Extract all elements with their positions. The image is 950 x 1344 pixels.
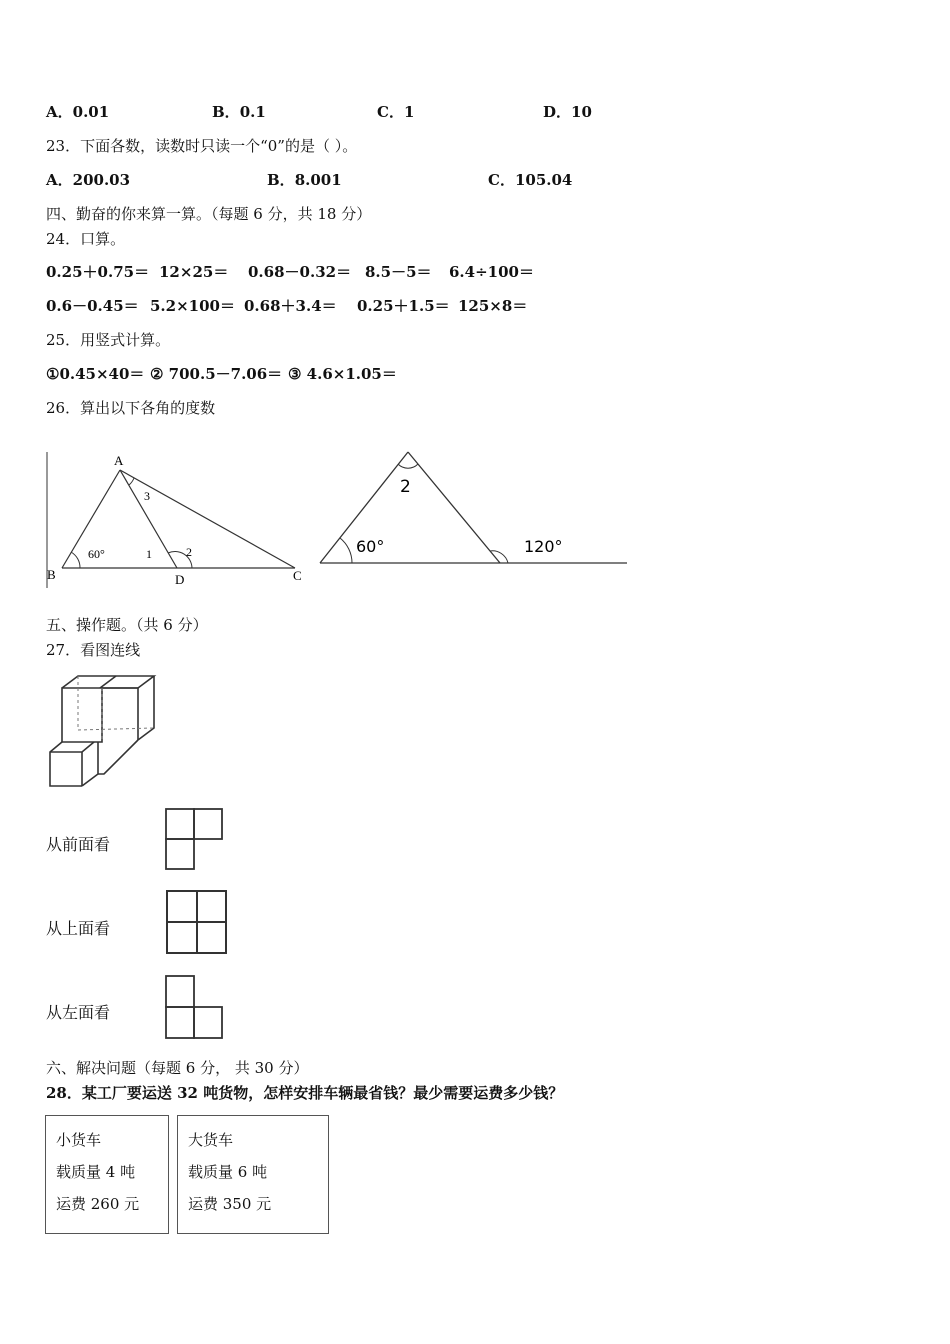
calc-item: 0.68－0.32＝ xyxy=(248,263,352,281)
option-letter: A． xyxy=(46,171,73,189)
view-label-left: 从左面看 xyxy=(46,1003,111,1022)
q26-stem: 26．算出以下各角的度数 xyxy=(46,399,216,417)
label-angle-b-60: 60° xyxy=(88,547,105,561)
q22-option-d xyxy=(543,102,592,122)
q22-option-c xyxy=(377,102,414,122)
q23-stem: 23．下面各数，读数时只读一个“0”的是（ ）。 xyxy=(46,137,358,155)
angle-60-arc xyxy=(340,538,352,563)
label-angle-1: 1 xyxy=(146,547,152,561)
option-letter: D． xyxy=(543,103,572,121)
vertical-calc-item: ③ 4.6×1.05＝ xyxy=(288,365,397,383)
view-label-front: 从前面看 xyxy=(46,835,111,854)
label-c: C xyxy=(293,568,302,583)
view-cell xyxy=(166,1007,194,1038)
small-truck-name: 小货车 xyxy=(56,1131,102,1149)
cube-edge xyxy=(102,688,138,740)
calc-item: 0.6－0.45＝ xyxy=(46,297,139,315)
vertical-calc-item: ①0.45×40＝ xyxy=(46,365,145,383)
view-cell xyxy=(167,922,197,953)
angle-3-arc xyxy=(129,478,134,485)
q22-option-a xyxy=(46,102,109,122)
angle-b-arc xyxy=(71,552,80,568)
view-top-figure xyxy=(162,887,230,957)
cube-face xyxy=(62,688,102,742)
option-value: 1 xyxy=(403,103,415,121)
exterior-angle-figure xyxy=(312,440,632,575)
section-6-title: 六、解决问题（每题 6 分， 共 30 分） xyxy=(46,1059,309,1077)
view-cell xyxy=(166,809,194,839)
cube-edge xyxy=(98,740,138,774)
vertical-calc-item: ② 700.5－7.06＝ xyxy=(150,365,283,383)
option-letter: B． xyxy=(212,103,240,121)
view-cell xyxy=(166,839,194,869)
calc-item: 6.4÷100＝ xyxy=(449,263,534,281)
calc-item: 12×25＝ xyxy=(159,263,229,281)
q23-option-c xyxy=(488,170,572,190)
label-d: D xyxy=(175,572,185,587)
label-angle-120: 120° xyxy=(524,537,563,556)
q25-stem: 25．用竖式计算。 xyxy=(46,331,171,349)
option-value: 200.03 xyxy=(72,171,131,189)
view-cell xyxy=(194,1007,222,1038)
calc-item: 5.2×100＝ xyxy=(150,297,235,315)
calc-item: 125×8＝ xyxy=(458,297,528,315)
q28-stem: 28．某工厂要运送 32 吨货物，怎样安排车辆最省钱？最少需要运费多少钱？ xyxy=(46,1084,564,1102)
label-angle-3: 3 xyxy=(144,489,150,503)
q23-option-b xyxy=(267,170,342,190)
view-cell xyxy=(197,922,226,953)
cube-edge xyxy=(50,742,82,786)
angle-2-arc xyxy=(398,464,418,468)
calc-item: 0.25＋0.75＝ xyxy=(46,263,150,281)
section-5-title: 五、操作题。（共 6 分） xyxy=(46,616,208,634)
option-value: 10 xyxy=(571,103,592,121)
option-value: 0.1 xyxy=(239,103,266,121)
cube-stack-figure xyxy=(44,672,160,790)
option-letter: C． xyxy=(377,103,404,121)
cube-edge xyxy=(82,742,98,786)
small-truck-card xyxy=(45,1115,169,1234)
big-truck-capacity: 载质量 6 吨 xyxy=(188,1163,268,1181)
right-side xyxy=(408,452,500,563)
option-value: 105.04 xyxy=(514,171,573,189)
calc-item: 8.5－5＝ xyxy=(365,263,432,281)
option-letter: B． xyxy=(267,171,295,189)
q24-stem: 24．口算。 xyxy=(46,230,126,248)
view-front-figure xyxy=(162,805,226,873)
option-letter: C． xyxy=(488,171,515,189)
option-letter: A． xyxy=(46,103,73,121)
label-b: B xyxy=(47,567,56,582)
view-cell xyxy=(166,976,194,1007)
label-angle-2: 2 xyxy=(400,477,411,497)
label-angle-60: 60° xyxy=(356,537,385,556)
label-a: A xyxy=(114,453,124,468)
big-truck-card xyxy=(177,1115,329,1234)
option-value: 8.001 xyxy=(294,171,342,189)
small-truck-fee: 运费 260 元 xyxy=(56,1195,140,1213)
q22-option-b xyxy=(212,102,266,122)
q23-option-a xyxy=(46,170,130,190)
view-cell xyxy=(167,891,197,922)
section-4-title: 四、勤奋的你来算一算。（每题 6 分，共 18 分） xyxy=(46,205,372,223)
big-truck-name: 大货车 xyxy=(188,1131,234,1149)
big-truck-fee: 运费 350 元 xyxy=(188,1195,272,1213)
view-label-top: 从上面看 xyxy=(46,919,111,938)
hidden-edge xyxy=(78,728,154,730)
triangle-abc-figure xyxy=(40,448,310,590)
label-angle-2: 2 xyxy=(186,545,192,559)
calc-item: 0.68＋3.4＝ xyxy=(244,297,337,315)
q27-stem: 27．看图连线 xyxy=(46,641,141,659)
view-left-figure xyxy=(162,972,226,1042)
view-cell xyxy=(194,809,222,839)
small-truck-capacity: 载质量 4 吨 xyxy=(56,1163,136,1181)
option-value: 0.01 xyxy=(72,103,110,121)
cube-edge xyxy=(100,676,116,688)
calc-item: 0.25＋1.5＝ xyxy=(357,297,450,315)
view-cell xyxy=(197,891,226,922)
